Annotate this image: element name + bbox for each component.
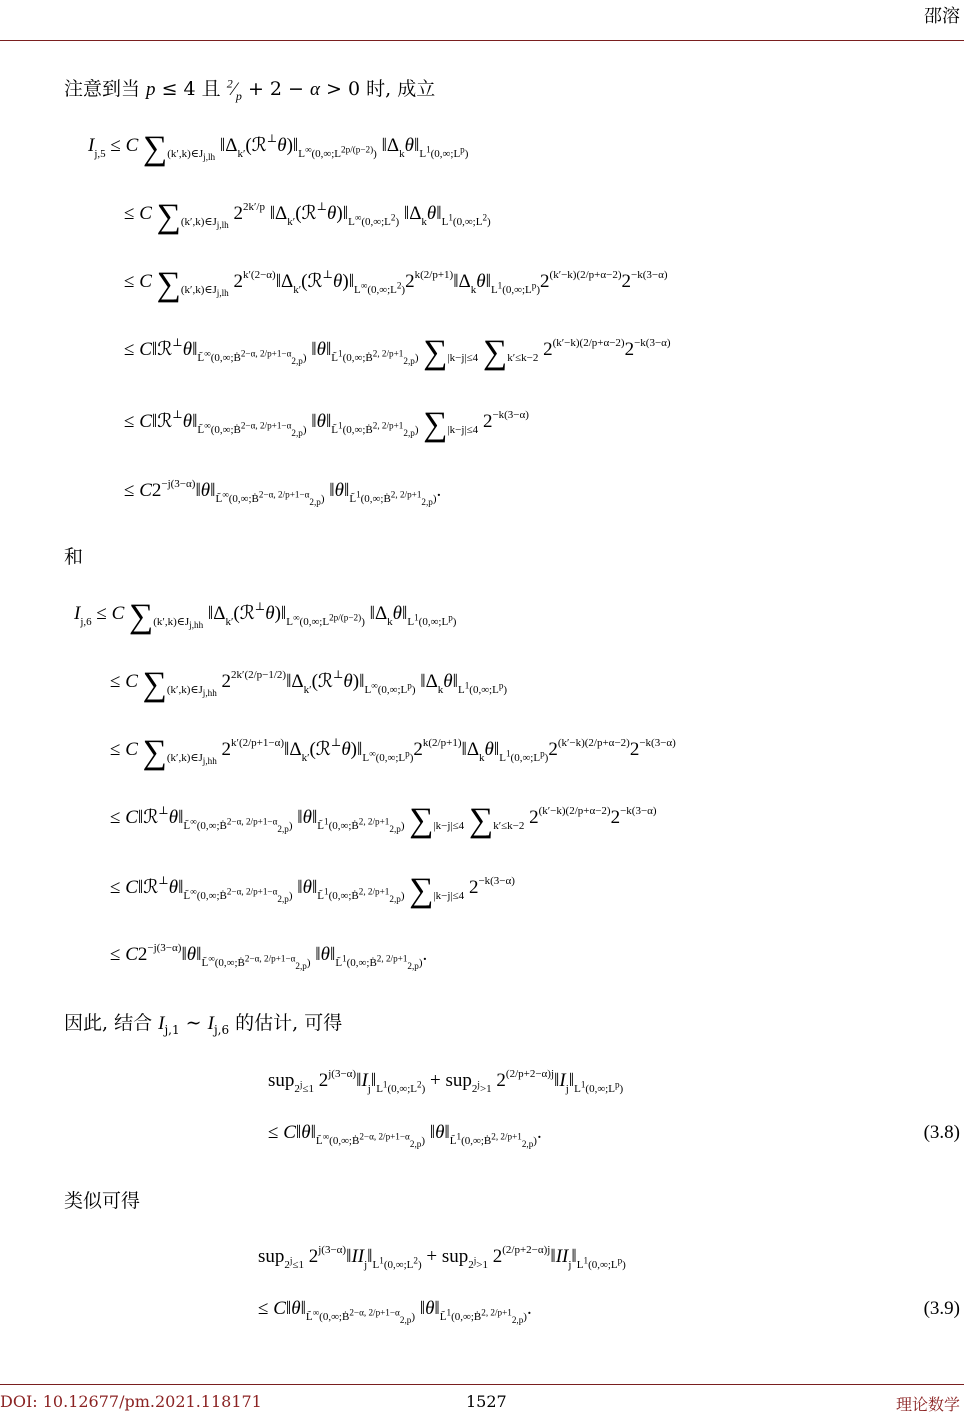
footer-page-number: 1527 [466, 1392, 507, 1411]
equation-i5-line-1: $I_{j,5} \le C$ $\sum_{(k',k)\in J_{j,lh}}$ $‖\Delta_{k'}(ℛ^\perp\theta)‖_{L^\infty(0,\infty;L^{2p/(p-2)})}$ $‖\Delta_k\theta‖_{L^1(0,\infty;L^p)}$ [88, 130, 469, 167]
header-rule [0, 40, 964, 41]
equation-i6-line-1: $I_{j,6} \le C$ $\sum_{(k',k)\in J_{j,hh}}$ $‖\Delta_{k'}(ℛ^\perp\theta)‖_{L^\infty(0,\infty;L^{2p/(p-2)})}$ $‖\Delta_k\theta‖_{L^1(0,\infty;L^p)}$ [74, 598, 457, 635]
footer-doi[interactable]: DOI: 10.12677/pm.2021.118171 [0, 1392, 262, 1411]
equation-i5-line-6: ≤ $C2^{-j(3-\alpha)}‖\theta‖_{L̃^\infty(0,\infty;Ḃ^{2-\alpha, 2/p+1-\alpha}_{2,p})}$ $‖\theta‖_{L̃^1(0,\infty;Ḃ^{2, 2/p+1}_{2,p})}$. [124, 478, 442, 508]
equation-i6-line-4: ≤ $C‖ℛ^\perp\theta‖_{L̃^\infty(0,\infty;Ḃ^{2-\alpha, 2/p+1-\alpha}_{2,p})}$ $‖\theta‖_{L̃^1(0,\infty;Ḃ^{2, 2/p+1}_{2,p})}$ $\sum_{|k-j|\le 4}$ $\sum_{k'\le k-2}$ $2^{(k'-k)(2/p+\alpha-2)}2^{-k(3-\alpha)}$ [110, 802, 657, 839]
equation-i5-line-5: ≤ $C‖ℛ^\perp\theta‖_{L̃^\infty(0,\infty;Ḃ^{2-\alpha, 2/p+1-\alpha}_{2,p})}$ $‖\theta‖_{L̃^1(0,\infty;Ḃ^{2, 2/p+1}_{2,p})}$ $\sum_{|k-j|\le 4}$ $2^{-k(3-\alpha)}$ [124, 406, 529, 443]
equation-3-9-line-2: ≤ $C‖\theta‖_{L̃^\infty(0,\infty;Ḃ^{2-\alpha, 2/p+1-\alpha}_{2,p})}$ $‖\theta‖_{L̃^1(0,\infty;Ḃ^{2, 2/p+1}_{2,p})}$. [258, 1298, 532, 1326]
paragraph-therefore: 因此, 结合 $I_{j,1}$ ∼ $I_{j,6}$ 的估计, 可得 [64, 1012, 343, 1037]
equation-i5-line-3: ≤ C $\sum_{(k',k)\in J_{j,lh}}$ $2^{k'(2-\alpha)}‖\Delta_{k'}(ℛ^\perp\theta)‖_{L^\infty(0,\infty;L^2)}2^{k(2/p+1)}‖\Delta_k\theta‖_{L^1(0,\infty;L^p)}2^{(k'-k)(2/p+\alpha-2)}2^{-k(3-\alpha)}$ [124, 266, 668, 303]
paragraph-similarly: 类似可得 [64, 1190, 141, 1212]
paragraph-condition: 注意到当 p ≤ 4 且 $^2⁄_p + 2 - \alpha > 0$ 时, 成立 [64, 76, 436, 103]
equation-i6-line-5: ≤ $C‖ℛ^\perp\theta‖_{L̃^\infty(0,\infty;Ḃ^{2-\alpha, 2/p+1-\alpha}_{2,p})}$ $‖\theta‖_{L̃^1(0,\infty;Ḃ^{2, 2/p+1}_{2,p})}$ $\sum_{|k-j|\le 4}$ $2^{-k(3-\alpha)}$ [110, 872, 515, 909]
equation-number-3-8: (3.8) [923, 1122, 960, 1143]
equation-i6-line-2: ≤ C $\sum_{(k',k)\in J_{j,hh}}$ $2^{2k'(2/p-1/2)}‖\Delta_{k'}(ℛ^\perp\theta)‖_{L^\infty(0,\infty;L^p)}$ $‖\Delta_k\theta‖_{L^1(0,\infty;L^p)}$ [110, 666, 508, 703]
equation-number-3-9: (3.9) [923, 1298, 960, 1319]
equation-i6-line-6: ≤ $C2^{-j(3-\alpha)}‖\theta‖_{L̃^\infty(0,\infty;Ḃ^{2-\alpha, 2/p+1-\alpha}_{2,p})}$ $‖\theta‖_{L̃^1(0,\infty;Ḃ^{2, 2/p+1}_{2,p})}$. [110, 942, 428, 972]
equation-3-8-line-2: ≤ $C‖\theta‖_{L̃^\infty(0,\infty;Ḃ^{2-\alpha, 2/p+1-\alpha}_{2,p})}$ $‖\theta‖_{L̃^1(0,\infty;Ḃ^{2, 2/p+1}_{2,p})}$. [268, 1122, 542, 1150]
equation-i5-line-4: ≤ $C‖ℛ^\perp\theta‖_{L̃^\infty(0,\infty;Ḃ^{2-\alpha, 2/p+1-\alpha}_{2,p})}$ $‖\theta‖_{L̃^1(0,\infty;Ḃ^{2, 2/p+1}_{2,p})}$ $\sum_{|k-j|\le 4}$ $\sum_{k'\le k-2}$ $2^{(k'-k)(2/p+\alpha-2)}2^{-k(3-\alpha)}$ [124, 334, 671, 371]
paragraph-and: 和 [64, 546, 84, 568]
equation-i6-line-3: ≤ C $\sum_{(k',k)\in J_{j,hh}}$ $2^{k'(2/p+1-\alpha)}‖\Delta_{k'}(ℛ^\perp\theta)‖_{L^\infty(0,\infty;L^p)}2^{k(2/p+1)}‖\Delta_k\theta‖_{L^1(0,\infty;L^p)}2^{(k'-k)(2/p+\alpha-2)}2^{-k(3-\alpha)}$ [110, 734, 676, 771]
equation-3-8-line-1: sup$_{2^j\le 1}$ $2^{j(3-\alpha)}‖I_j‖_{L^1(0,\infty;L^2)} + sup_{2^j>1}$ $2^{(2/p+2-\alpha)j}‖I_j‖_{L^1(0,\infty;L^p)}$ [268, 1068, 624, 1095]
footer-rule [0, 1384, 964, 1385]
equation-i5-line-2: ≤ C $\sum_{(k',k)\in J_{j,lh}}$ $2^{2k'/p}$ $‖\Delta_{k'}(ℛ^\perp\theta)‖_{L^\infty(0,\infty;L^2)}$ $‖\Delta_k\theta‖_{L^1(0,\infty;L^2)}$ [124, 198, 491, 235]
footer-journal-name[interactable]: 理论数学 [895, 1395, 960, 1414]
equation-3-9-line-1: sup$_{2^j\le 1}$ $2^{j(3-\alpha)}‖II_j‖_{L^1(0,\infty;L^2)} + sup_{2^j>1}$ $2^{(2/p+2-\alpha)j}‖II_j‖_{L^1(0,\infty;L^p)}$ [258, 1244, 626, 1271]
running-header-author: 邵溶 [924, 6, 960, 27]
